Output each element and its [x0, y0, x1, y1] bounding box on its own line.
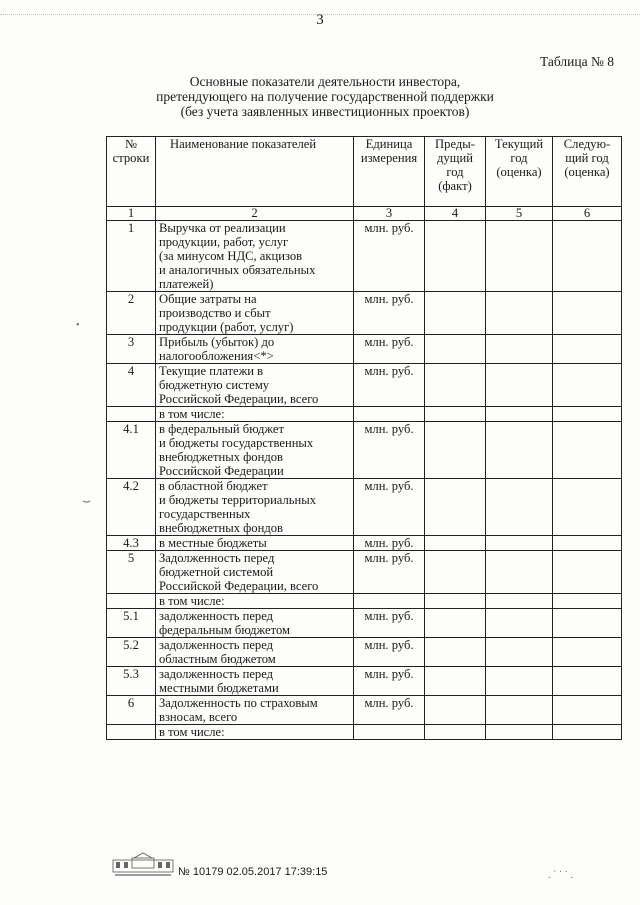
indicator-name-line: в областной бюджет — [159, 479, 268, 493]
row-number — [107, 407, 156, 422]
indicator-name — [156, 407, 354, 422]
previous-year-value — [425, 221, 486, 292]
previous-year-value — [425, 479, 486, 536]
current-year-value — [486, 696, 553, 725]
indicator-name-line: и бюджеты государственных — [159, 436, 314, 450]
unit-of-measure: млн. руб. — [354, 422, 425, 479]
current-year-value — [486, 364, 553, 407]
indicator-name — [156, 667, 354, 696]
unit-of-measure: млн. руб. — [354, 335, 425, 364]
indicator-name — [156, 536, 354, 551]
unit-of-measure: млн. руб. — [354, 364, 425, 407]
table-row — [107, 536, 622, 551]
indicator-name-line: внебюджетных фондов — [159, 521, 283, 535]
unit-of-measure: млн. руб. — [354, 479, 425, 536]
next-year-value — [553, 422, 622, 479]
column-number-cell: 4 — [425, 207, 486, 221]
unit-of-measure — [354, 407, 425, 422]
previous-year-value — [425, 609, 486, 638]
row-number: 5.3 — [107, 667, 156, 696]
row-number: 4.2 — [107, 479, 156, 536]
table-row — [107, 609, 622, 638]
header-text-line: год — [446, 165, 464, 179]
indicator-name — [156, 725, 354, 740]
header-text-line: Преды- — [435, 137, 475, 151]
indicator-name-line: Российской Федерации, всего — [159, 392, 319, 406]
indicator-name-line: в том числе: — [159, 594, 225, 608]
indicator-name — [156, 609, 354, 638]
previous-year-value — [425, 407, 486, 422]
table-row — [107, 667, 622, 696]
indicator-name — [156, 594, 354, 609]
current-year-value — [486, 422, 553, 479]
indicator-name-line: производство и сбыт — [159, 306, 271, 320]
indicator-name-line: бюджетной системой — [159, 565, 274, 579]
indicator-name-line: Задолженность по страховым — [159, 696, 318, 710]
unit-of-measure: млн. руб. — [354, 536, 425, 551]
margin-mark: • — [76, 320, 80, 331]
header-text-line: строки — [112, 151, 150, 165]
next-year-value — [553, 364, 622, 407]
indicator-name-line: федеральным бюджетом — [159, 623, 290, 637]
indicator-name-line: взносам, всего — [159, 710, 238, 724]
next-year-value — [553, 725, 622, 740]
current-year-value — [486, 725, 553, 740]
table-row — [107, 407, 622, 422]
indicator-name-line: местными бюджетами — [159, 681, 279, 695]
indicator-name — [156, 551, 354, 594]
indicator-name — [156, 479, 354, 536]
unit-of-measure: млн. руб. — [354, 292, 425, 335]
indicator-name-line: бюджетную систему — [159, 378, 270, 392]
next-year-value — [553, 594, 622, 609]
registry-stamp-icon — [112, 852, 174, 878]
header-indicator-name — [156, 137, 354, 207]
current-year-value — [486, 594, 553, 609]
indicator-name-line: Прибыль (убыток) до — [159, 335, 275, 349]
indicator-name-line: в том числе: — [159, 407, 225, 421]
header-text-line: дущий — [437, 151, 473, 165]
row-number: 5.1 — [107, 609, 156, 638]
next-year-value — [553, 696, 622, 725]
next-year-value — [553, 536, 622, 551]
indicator-name-line: областным бюджетом — [159, 652, 276, 666]
current-year-value — [486, 551, 553, 594]
indicator-name-line: и бюджеты территориальных — [159, 493, 317, 507]
indicator-name — [156, 292, 354, 335]
previous-year-value — [425, 422, 486, 479]
indicator-name-line: продукции, работ, услуг — [159, 235, 289, 249]
indicator-name-line: продукции (работ, услуг) — [159, 320, 294, 334]
indicator-name-line: Задолженность перед — [159, 551, 275, 565]
indicator-name — [156, 335, 354, 364]
row-number: 6 — [107, 696, 156, 725]
indicator-name-line: платежей) — [159, 277, 214, 291]
previous-year-value — [425, 292, 486, 335]
header-text-line: щий год — [565, 151, 609, 165]
indicator-name — [156, 221, 354, 292]
row-number: 4.3 — [107, 536, 156, 551]
row-number: 5.2 — [107, 638, 156, 667]
indicator-name — [156, 364, 354, 407]
table-label: Таблица № 8 — [540, 54, 614, 69]
header-text-line: Наименование показателей — [170, 137, 317, 151]
indicator-name — [156, 422, 354, 479]
unit-of-measure — [354, 725, 425, 740]
margin-mark: ⌣ — [82, 494, 92, 509]
row-number — [107, 725, 156, 740]
indicator-name-line: Текущие платежи в — [159, 364, 264, 378]
header-text-line: год — [510, 151, 528, 165]
column-number-cell: 3 — [354, 207, 425, 221]
current-year-value — [486, 407, 553, 422]
column-number-cell: 1 — [107, 207, 156, 221]
indicator-name — [156, 638, 354, 667]
next-year-value — [553, 551, 622, 594]
table-row — [107, 725, 622, 740]
indicator-name-line: Выручка от реализации — [159, 221, 286, 235]
indicator-name-line: Российской Федерации, всего — [159, 579, 319, 593]
table-row — [107, 479, 622, 536]
header-text-line: Текущий — [494, 137, 544, 151]
row-number: 4 — [107, 364, 156, 407]
table-header-row — [107, 137, 622, 207]
header-text-line: (факт) — [438, 179, 472, 193]
next-year-value — [553, 221, 622, 292]
unit-of-measure: млн. руб. — [354, 638, 425, 667]
indicator-name-line: в том числе: — [159, 725, 225, 739]
next-year-value — [553, 667, 622, 696]
header-text-line: Единица — [365, 137, 413, 151]
current-year-value — [486, 335, 553, 364]
indicator-name — [156, 696, 354, 725]
column-number-cell: 6 — [553, 207, 622, 221]
unit-of-measure: млн. руб. — [354, 696, 425, 725]
indicator-name-line: и аналогичных обязательных — [159, 263, 316, 277]
indicator-name-line: задолженность перед — [159, 638, 274, 652]
previous-year-value — [425, 536, 486, 551]
previous-year-value — [425, 594, 486, 609]
unit-of-measure — [354, 594, 425, 609]
indicator-name-line: внебюджетных фондов — [159, 450, 283, 464]
current-year-value — [486, 292, 553, 335]
header-text-line: измерения — [360, 151, 418, 165]
row-number: 2 — [107, 292, 156, 335]
previous-year-value — [425, 667, 486, 696]
header-next-year — [553, 137, 622, 207]
next-year-value — [553, 479, 622, 536]
indicator-name-line: налогообложения<*> — [159, 349, 274, 363]
row-number: 5 — [107, 551, 156, 594]
header-current-year — [486, 137, 553, 207]
table-row — [107, 638, 622, 667]
current-year-value — [486, 536, 553, 551]
header-previous-year — [425, 137, 486, 207]
unit-of-measure: млн. руб. — [354, 551, 425, 594]
column-number-cell: 2 — [156, 207, 354, 221]
previous-year-value — [425, 364, 486, 407]
heading-line-3: (без учета заявленных инвестиционных проектов) — [180, 104, 470, 119]
indicator-name-line: задолженность перед — [159, 609, 274, 623]
row-number — [107, 594, 156, 609]
indicator-name-line: государственных — [159, 507, 251, 521]
row-number: 1 — [107, 221, 156, 292]
document-heading — [90, 74, 560, 119]
previous-year-value — [425, 638, 486, 667]
table-row — [107, 422, 622, 479]
column-number-cell: 5 — [486, 207, 553, 221]
indicator-name-line: в федеральный бюджет — [159, 422, 285, 436]
table-row — [107, 335, 622, 364]
heading-line-2: претендующего на получение государственной поддержки — [156, 89, 494, 104]
indicators-table — [106, 136, 622, 740]
document-registration-number: № 10179 02.05.2017 17:39:15 — [178, 866, 328, 878]
unit-of-measure: млн. руб. — [354, 667, 425, 696]
margin-mark: . ` ˙ ˙ . — [548, 870, 573, 881]
previous-year-value — [425, 551, 486, 594]
page-number: 3 — [316, 12, 324, 28]
next-year-value — [553, 638, 622, 667]
previous-year-value — [425, 696, 486, 725]
indicator-name-line: Российской Федерации — [159, 464, 284, 478]
table-row — [107, 221, 622, 292]
column-number-row — [107, 207, 622, 221]
header-text-line: Следую- — [563, 137, 611, 151]
table-row — [107, 696, 622, 725]
next-year-value — [553, 335, 622, 364]
next-year-value — [553, 609, 622, 638]
previous-year-value — [425, 335, 486, 364]
unit-of-measure: млн. руб. — [354, 221, 425, 292]
indicator-name-line: задолженность перед — [159, 667, 274, 681]
row-number: 3 — [107, 335, 156, 364]
unit-of-measure: млн. руб. — [354, 609, 425, 638]
header-unit — [354, 137, 425, 207]
previous-year-value — [425, 725, 486, 740]
table-row — [107, 292, 622, 335]
row-number: 4.1 — [107, 422, 156, 479]
indicator-name-line: в местные бюджеты — [159, 536, 267, 550]
current-year-value — [486, 667, 553, 696]
table-row — [107, 551, 622, 594]
current-year-value — [486, 638, 553, 667]
current-year-value — [486, 221, 553, 292]
current-year-value — [486, 479, 553, 536]
table-row — [107, 364, 622, 407]
next-year-value — [553, 292, 622, 335]
indicator-name-line: Общие затраты на — [159, 292, 257, 306]
table-row — [107, 594, 622, 609]
next-year-value — [553, 407, 622, 422]
heading-line-1: Основные показатели деятельности инвестора, — [189, 74, 461, 89]
indicator-name-line: (за минусом НДС, акцизов — [159, 249, 303, 263]
header-text-line: (оценка) — [496, 165, 542, 179]
header-row-number — [107, 137, 156, 207]
current-year-value — [486, 609, 553, 638]
header-text-line: № — [124, 137, 138, 151]
header-text-line: (оценка) — [564, 165, 610, 179]
